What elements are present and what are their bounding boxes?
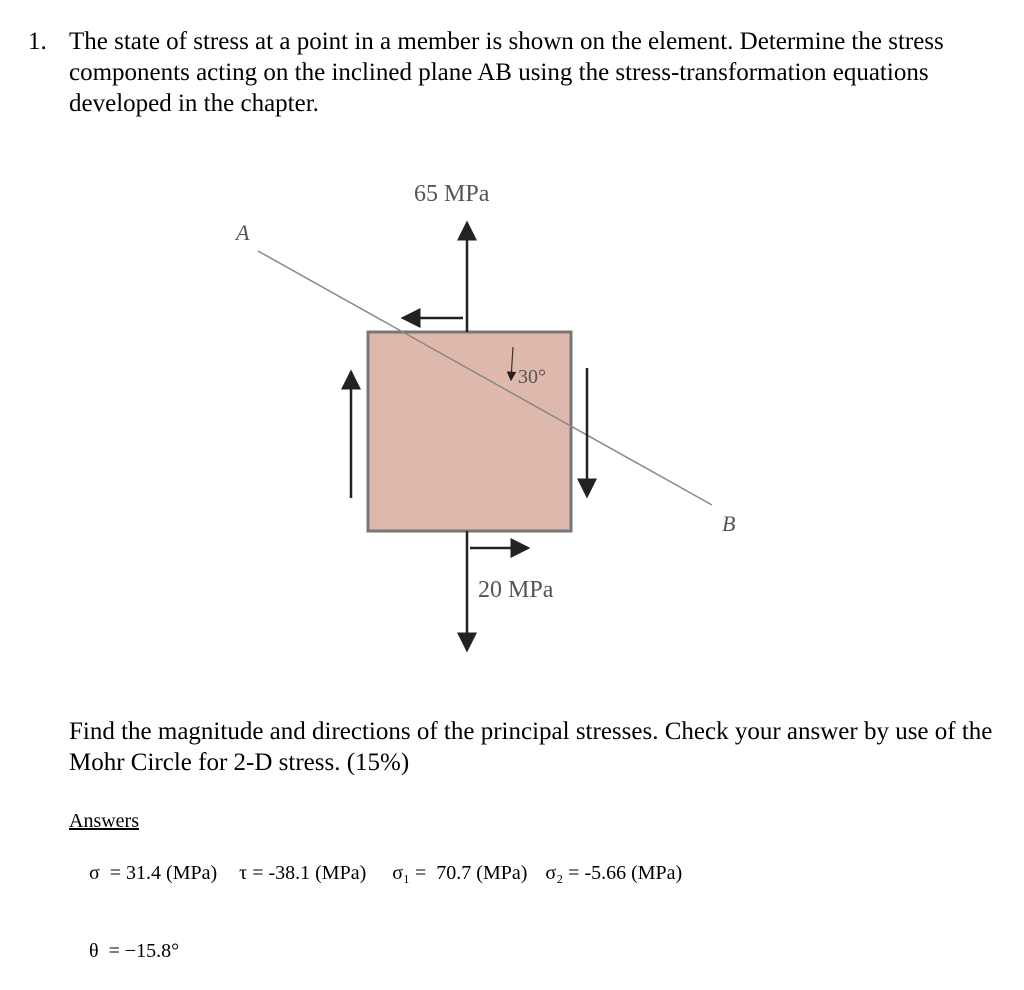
point-a-label: A [236,220,250,245]
answer-sigma1: σ₁ = 70.7 (MPa) [392,862,528,884]
answer-tau: τ = -38.1 (MPa) [239,862,367,884]
answers-header: Answers [69,810,139,832]
problem-text: The state of stress at a point in a member is shown on the element. Determine the stress components acting on the inclined plane AB using the stress-transformation equations developed in the chapter. [69,28,944,117]
answers-row-angle [69,912,969,990]
angle-label: 30° [518,366,546,388]
answer-sigma: σ = 31.4 (MPa) [89,862,218,884]
problem-number: 1. [28,28,47,55]
top-stress-label: 65 MPa [414,181,490,207]
shear-stress-label: 20 MPa [478,577,554,603]
point-b-label: B [722,511,736,536]
followup-question: Find the magnitude and directions of the principal stresses. Check your answer by use of the Mohr Circle for 2-D stress. (15%) [69,718,993,776]
stress-element [368,332,571,531]
answers-row-stresses [69,834,969,912]
answers-section [69,808,969,990]
answer-theta: θ = −15.8° [89,940,180,962]
answer-sigma2: σ₂ = -5.66 (MPa) [545,862,683,884]
